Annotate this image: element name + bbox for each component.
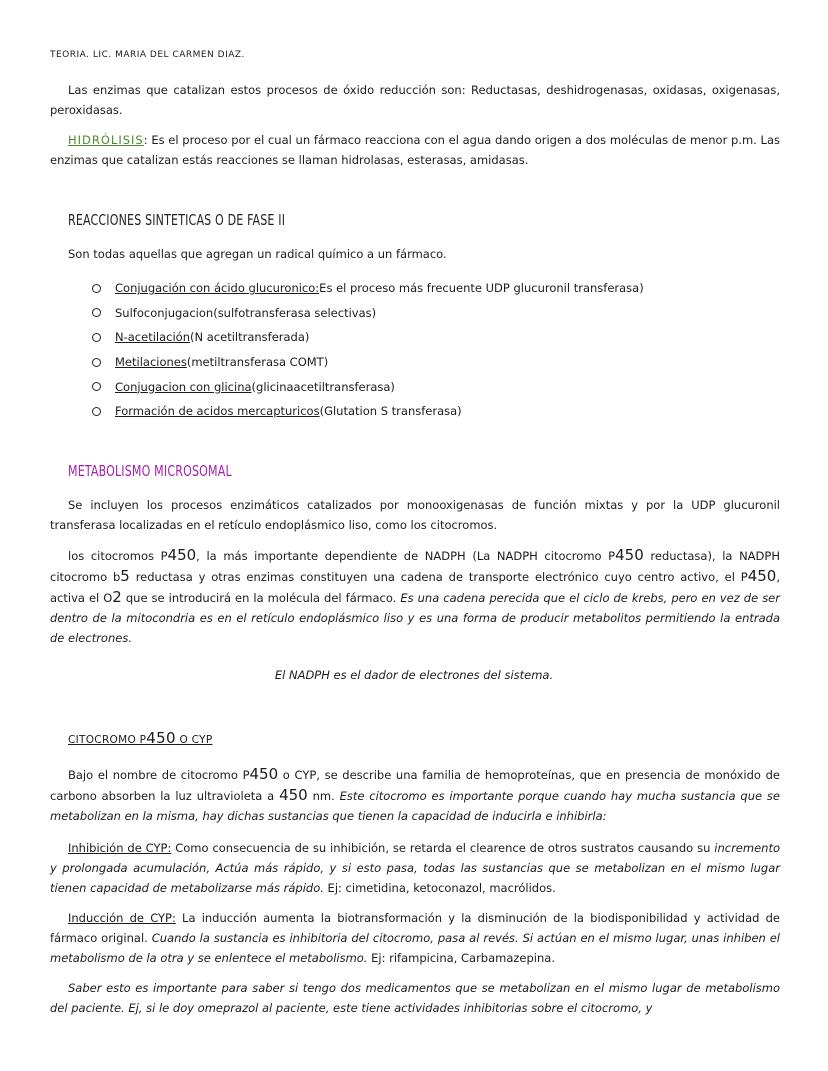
fase2-heading: REACCIONES SINTETICAS O DE FASE II <box>68 211 286 229</box>
text-span: Es una cadena perecida que el ciclo de krebs, pero en vez de ser dentro de la mitocondria es en el retículo endoplásmico liso y es una forma de producir metabolitos permitiendo la entrada de electrones. <box>50 591 780 645</box>
text-span: incremento y prolongada acumulación, Actúa más rápido, y si esto pasa, todas las sustancias que se metabolizan en el mismo lugar tienen capacidad de metabolizarse más rápido. <box>50 841 780 895</box>
text-span: O CYP <box>175 734 213 746</box>
hidrolisis-text: : Es el proceso por el cual un fármaco reacciona con el agua dando origen a dos moléculas de menor p.m. Las enzimas que catalizan estás reacciones se llaman hidrolasas, esterasas, amidasas. <box>50 133 780 167</box>
text-span: 450 <box>747 567 777 585</box>
list-item <box>92 350 644 375</box>
item-name: Metilaciones <box>115 355 187 370</box>
hidrolisis-paragraph <box>50 130 780 170</box>
item-name: Formación de acidos mercapturicos <box>115 404 320 419</box>
item-desc: (Glutation S transferasa) <box>319 404 462 419</box>
list-item <box>92 399 644 424</box>
inhibicion-paragraph <box>50 838 780 898</box>
list-item <box>92 276 644 301</box>
item-desc: (N acetiltransferada) <box>190 330 310 345</box>
cyp-paragraph-1 <box>50 764 780 826</box>
circle-bullet-icon <box>92 284 101 293</box>
text-span: reductasa y otras enzimas constituyen una cadena de transporte electrónico cuyo centro activo, el P <box>129 570 748 584</box>
hidrolisis-term: HIDRÓLISIS <box>68 133 144 147</box>
circle-bullet-icon <box>92 358 101 367</box>
text-span: 450 <box>615 546 644 564</box>
text-span: o CYP, se describe una familia de hemoproteínas, que en presencia de monóxido de carbono absorben la luz ultravioleta a <box>50 768 780 803</box>
item-name: Conjugacion con glicina <box>115 379 252 394</box>
text-span: Cuando la sustancia es inhibitoria del citocromo, pasa al revés. Si actúan en el mismo lugar, unas inhiben el metabolismo de la otra y se enlentece el metabolismo. <box>50 931 781 965</box>
list-item <box>92 374 644 399</box>
text-span: 5 <box>120 567 130 585</box>
text-span: los citocromos P <box>68 549 168 563</box>
nadph-note: El NADPH es el dador de electrones del sistema. <box>274 668 554 682</box>
text-span: que se introducirá en la molécula del fármaco. <box>121 591 401 605</box>
text-span: 2 <box>112 588 122 606</box>
text-span: Bajo el nombre de citocromo P <box>68 768 250 782</box>
microsomal-heading: METABOLISMO MICROSOMAL <box>68 462 232 480</box>
text-span: 450 <box>167 546 197 564</box>
text-span: nm. <box>307 789 340 803</box>
final-paragraph: Saber esto es importante para saber si tengo dos medicamentos que se metabolizan en el mismo lugar de metabolismo del paciente. Ej, si le doy omeprazol al paciente, este tiene actividades inhibitorias sobre el citocromo, y <box>50 981 780 1015</box>
item-name: Conjugación con ácido glucuronico: <box>115 281 320 296</box>
induccion-term: Inducción de CYP: <box>68 911 176 925</box>
oxidoreduccion-paragraph: Las enzimas que catalizan estos procesos de óxido reducción son: Reductasas, deshidrogenasas, oxidasas, oxigenasas, peroxidasas. <box>50 83 780 117</box>
text-span: Ej: cimetidina, ketoconazol, macrólidos. <box>323 881 556 895</box>
text-span: 450 <box>146 729 176 747</box>
circle-bullet-icon <box>92 407 101 416</box>
item-desc: (metiltransferasa COMT) <box>186 355 329 370</box>
inhibicion-term: Inhibición de CYP: <box>68 841 172 855</box>
cyp-heading <box>68 729 212 747</box>
text-span: CITOCROMO P <box>68 734 147 746</box>
item-name: Sulfoconjugacion <box>115 305 214 320</box>
item-desc: (glicinaacetiltransferasa) <box>251 379 395 394</box>
induccion-paragraph <box>50 908 780 968</box>
text-span: , activa el O <box>50 570 780 605</box>
text-span: Ej: rifampicina, Carbamazepina. <box>367 951 555 965</box>
list-item <box>92 301 644 326</box>
microsomal-paragraph-2 <box>50 545 780 648</box>
text-span: , la más importante dependiente de NADPH (La NADPH citocromo P <box>196 549 616 563</box>
microsomal-paragraph-1: Se incluyen los procesos enzimáticos catalizados por monooxigenasas de función mixtas y por la UDP glucuronil transferasa localizadas en el retículo endoplásmico liso, como los citocromos. <box>50 498 780 532</box>
text-span: Como consecuencia de su inhibición, se retarda el clearence de otros sustratos causando su <box>171 841 715 855</box>
item-name: N-acetilación <box>115 330 190 345</box>
page-header: TEORIA. LIC. MARIA DEL CARMEN DIAZ. <box>50 50 245 60</box>
fase2-list <box>92 276 644 424</box>
text-span: reductasa), la NADPH citocromo b <box>50 549 780 584</box>
list-item <box>92 325 644 350</box>
circle-bullet-icon <box>92 333 101 342</box>
item-desc: (sulfotransferasa selectivas) <box>213 305 377 320</box>
text-span: La inducción aumenta la biotransformación y la disminución de la biodisponibilidad y actividad de fármaco original. <box>50 911 780 945</box>
item-desc: Es el proceso más frecuente UDP glucuronil transferasa) <box>319 281 644 296</box>
text-span: Este citocromo es importante porque cuando hay mucha sustancia que se metabolizan en la misma, hay dichas sustancias que tienen la capacidad de inducirla e inhibirla: <box>50 789 780 823</box>
circle-bullet-icon <box>92 308 101 317</box>
fase2-intro: Son todas aquellas que agregan un radical químico a un fármaco. <box>68 247 447 261</box>
circle-bullet-icon <box>92 382 101 391</box>
text-span: 450 <box>249 765 279 783</box>
text-span: 450 <box>279 786 308 804</box>
